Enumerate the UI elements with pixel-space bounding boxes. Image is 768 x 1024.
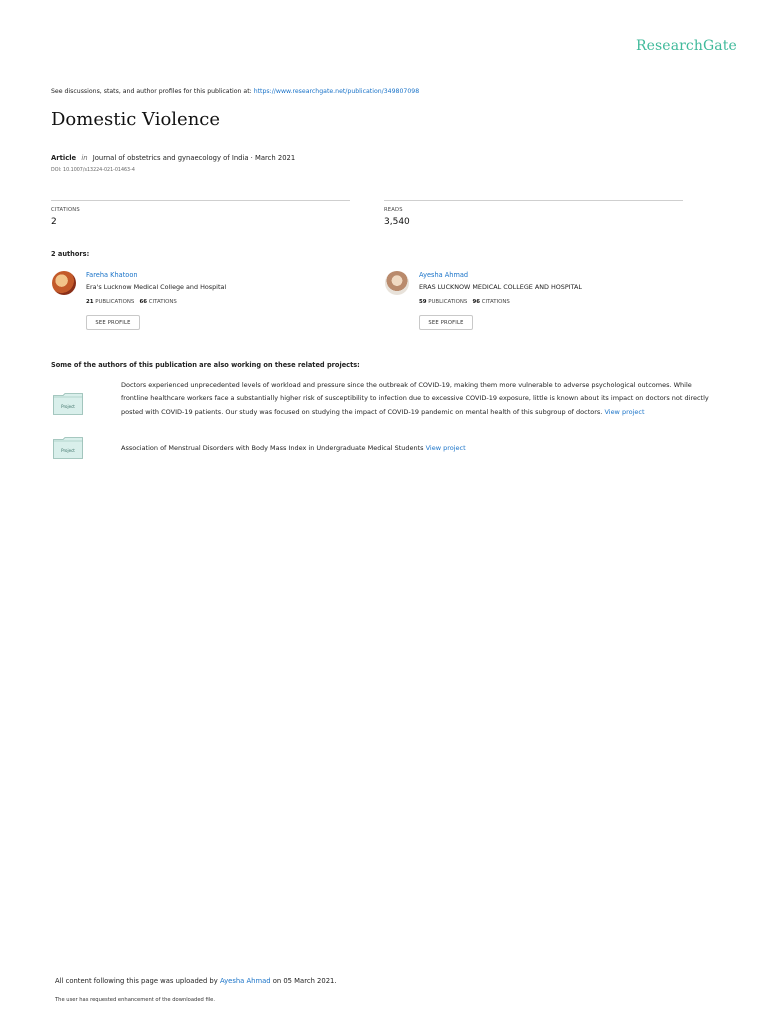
reads-label: READS bbox=[384, 207, 403, 213]
project-description bbox=[121, 379, 721, 419]
journal-name: Journal of obstetrics and gynaecology of India · March 2021 bbox=[92, 154, 296, 162]
project-text: Doctors experienced unprecedented levels of workload and pressure since the outbreak of COVID-19, making them more vulnerable to adverse psychological outcomes. While frontline healthcare workers face a substantially higher risk of susceptibility to infection due to excessive COVID-19 exposure, little is known about its impact on doctors not directly posted with COVID-19 patients. Our study was focused on studying the impact of COVID-19 pandemic on mental health of this subgroup of doctors. bbox=[121, 381, 709, 416]
see-profile-button[interactable]: SEE PROFILE bbox=[86, 315, 140, 330]
upload-suffix: on 05 March 2021. bbox=[272, 977, 337, 985]
avatar[interactable] bbox=[52, 271, 76, 295]
author-name[interactable]: Ayesha Ahmad bbox=[419, 271, 469, 279]
publication-type: Article bbox=[51, 154, 77, 162]
publication-link[interactable]: https://www.researchgate.net/publication/349807098 bbox=[253, 88, 420, 95]
view-project-link[interactable]: View project bbox=[425, 444, 466, 452]
view-project-link[interactable]: View project bbox=[604, 407, 645, 416]
project-description bbox=[121, 442, 721, 455]
author-publications-count: 59 bbox=[419, 299, 427, 305]
reads-count: 3,540 bbox=[384, 217, 410, 227]
enhancement-note: The user has requested enhancement of the downloaded file. bbox=[55, 997, 216, 1003]
author-publications-label: PUBLICATIONS bbox=[95, 299, 135, 305]
citations-divider bbox=[51, 200, 350, 201]
in-word: in bbox=[81, 154, 88, 162]
project-folder-icon bbox=[53, 437, 83, 459]
upload-prefix: All content following this page was uploaded by bbox=[55, 977, 218, 985]
author-stats bbox=[419, 299, 510, 305]
researchgate-logo[interactable]: ResearchGate bbox=[636, 38, 737, 54]
citations-label: CITATIONS bbox=[51, 207, 80, 213]
authors-heading: 2 authors: bbox=[51, 250, 90, 258]
project-text: Association of Menstrual Disorders with Body Mass Index in Undergraduate Medical Students bbox=[121, 444, 424, 452]
avatar[interactable] bbox=[385, 271, 409, 295]
page-title: Domestic Violence bbox=[51, 109, 221, 130]
related-projects-heading: Some of the authors of this publication are also working on these related projects: bbox=[51, 361, 360, 369]
author-institution: Era's Lucknow Medical College and Hospital bbox=[86, 283, 227, 291]
uploader-link[interactable]: Ayesha Ahmad bbox=[219, 977, 271, 985]
doi: DOI: 10.1007/s13224-021-01463-4 bbox=[51, 168, 135, 173]
author-publications-label: PUBLICATIONS bbox=[428, 299, 468, 305]
author-stats bbox=[86, 299, 177, 305]
see-profile-button[interactable]: SEE PROFILE bbox=[419, 315, 473, 330]
reads-divider bbox=[384, 200, 683, 201]
project-icon-label: Project bbox=[61, 448, 75, 453]
citations-count: 2 bbox=[51, 217, 57, 227]
publication-meta bbox=[51, 154, 295, 162]
author-citations-label: CITATIONS bbox=[481, 299, 510, 305]
author-citations-count: 66 bbox=[139, 299, 147, 305]
discussion-line bbox=[51, 88, 419, 95]
author-citations-count: 96 bbox=[472, 299, 480, 305]
project-folder-icon bbox=[53, 393, 83, 415]
author-citations-label: CITATIONS bbox=[148, 299, 177, 305]
project-icon-label: Project bbox=[61, 404, 75, 409]
author-publications-count: 21 bbox=[86, 299, 94, 305]
upload-note bbox=[55, 977, 337, 985]
discussion-prefix: See discussions, stats, and author profiles for this publication at: bbox=[51, 88, 252, 95]
author-institution: ERAS LUCKNOW MEDICAL COLLEGE AND HOSPITAL bbox=[419, 283, 582, 291]
author-name[interactable]: Fareha Khatoon bbox=[86, 271, 138, 279]
